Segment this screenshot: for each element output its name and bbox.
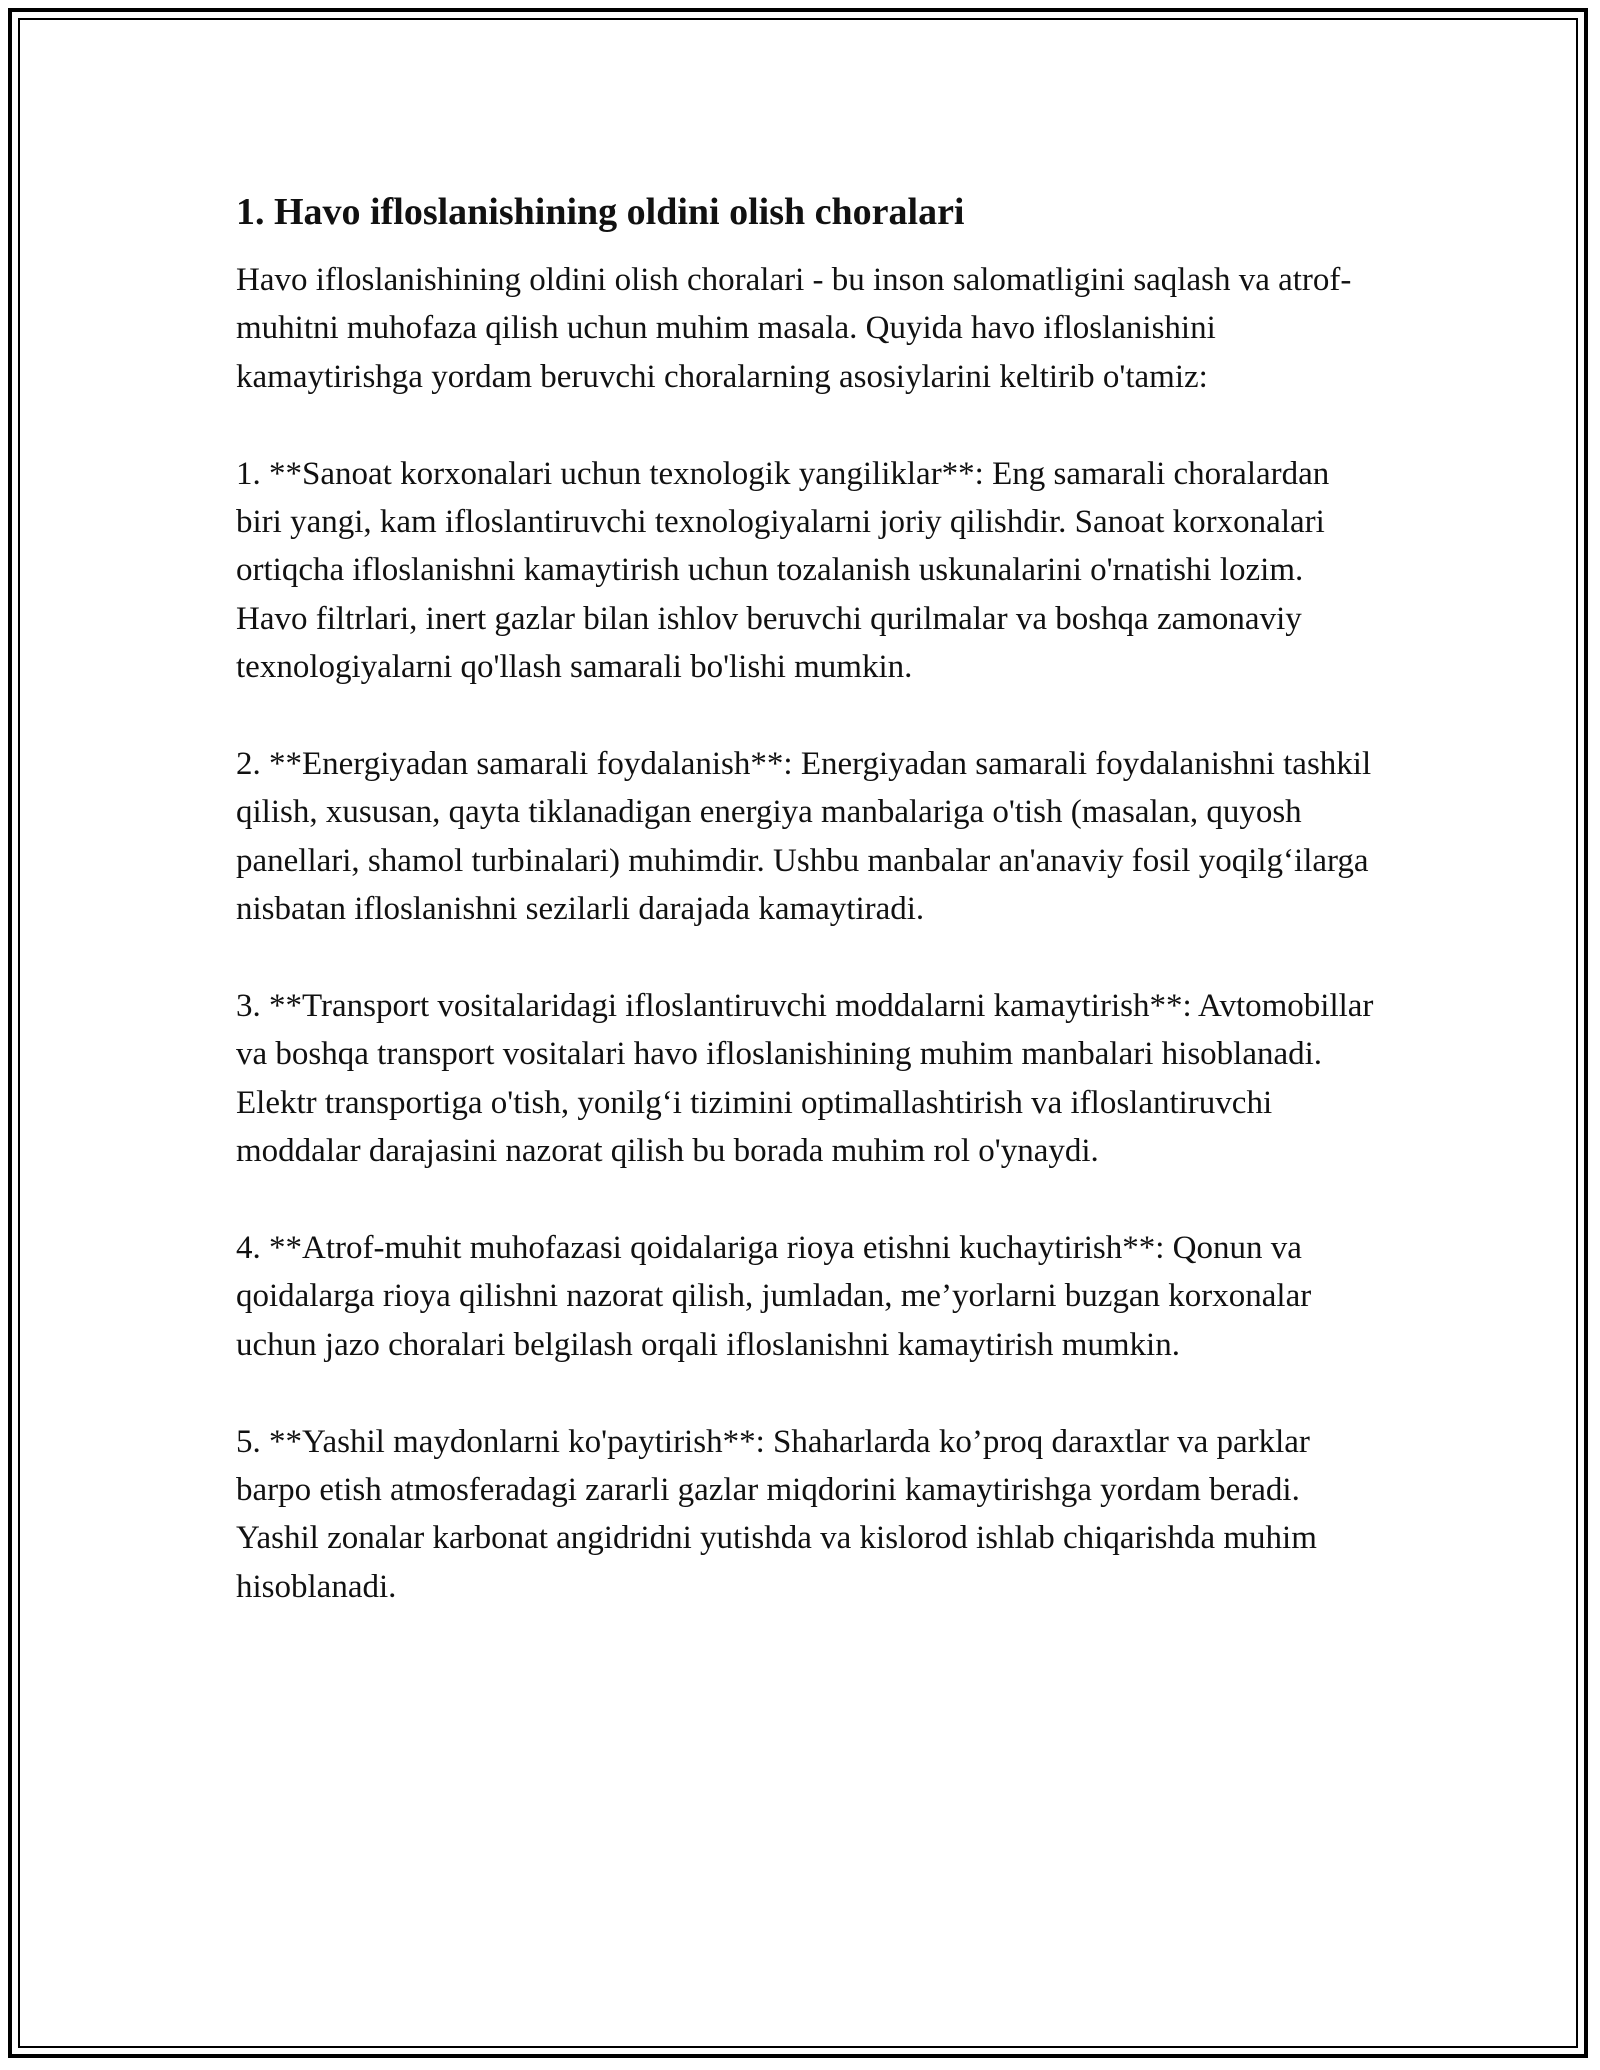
document-body — [236, 188, 1376, 1660]
list-item-3: 3. **Transport vositalaridagi ifloslantiruvchi moddalarni kamaytirish**: Avtomobillar va boshqa transport vositalari havo ifloslanishining muhim manbalari hisoblanadi. Elektr transportiga o'tish, yonilg‘i tizimini optimallashtirish va ifloslantiruvchi moddalar darajasini nazorat qilish bu borada muhim rol o'ynaydi. — [236, 988, 1374, 1170]
document-title: 1. Havo ifloslanishining oldini olish choralari — [236, 191, 965, 233]
list-item-1: 1. **Sanoat korxonalari uchun texnologik yangiliklar**: Eng samarali choralardan biri yangi, kam ifloslantiruvchi texnologiyalarni joriy qilishdir. Sanoat korxonalari ortiqcha ifloslanishni kamaytirish uchun tozalanish uskunalarini o'rnatishi lozim. Havo filtrlari, inert gazlar bilan ishlov beruvchi qurilmalar va boshqa zamonaviy texnologiyalarni qo'llash samarali bo'lishi mumkin. — [236, 455, 1330, 686]
intro-paragraph: Havo ifloslanishining oldini olish choralari - bu inson salomatligini saqlash va atrof-muhitni muhofaza qilish uchun muhim masala. Quyida havo ifloslanishini kamaytirishga yordam beruvchi choralarning asosiylarini keltirib o'tamiz: — [236, 262, 1352, 395]
list-item-2: 2. **Energiyadan samarali foydalanish**: Energiyadan samarali foydalanishni tashkil qilish, xususan, qayta tiklanadigan energiya manbalariga o'tish (masalan, quyosh panellari, shamol turbinalari) muhimdir. Ushbu manbalar an'anaviy fosil yoqilg‘ilarga nisbatan ifloslanishni sezilarli darajada kamaytiradi. — [236, 746, 1372, 928]
list-item-5: 5. **Yashil maydonlarni ko'paytirish**: Shaharlarda ko’proq daraxtlar va parklar barpo etish atmosferadagi zararli gazlar miqdorini kamaytirishga yordam beradi. Yashil zonalar karbonat angidridni yutishda va kislorod ishlab chiqarishda muhim hisoblanadi. — [236, 1423, 1317, 1605]
list-item-4: 4. **Atrof-muhit muhofazasi qoidalariga rioya etishni kuchaytirish**: Qonun va qoidalarga rioya qilishni nazorat qilish, jumladan, me’yorlarni buzgan korxonalar uchun jazo choralari belgilash orqali ifloslanishni kamaytirish mumkin. — [236, 1230, 1312, 1363]
